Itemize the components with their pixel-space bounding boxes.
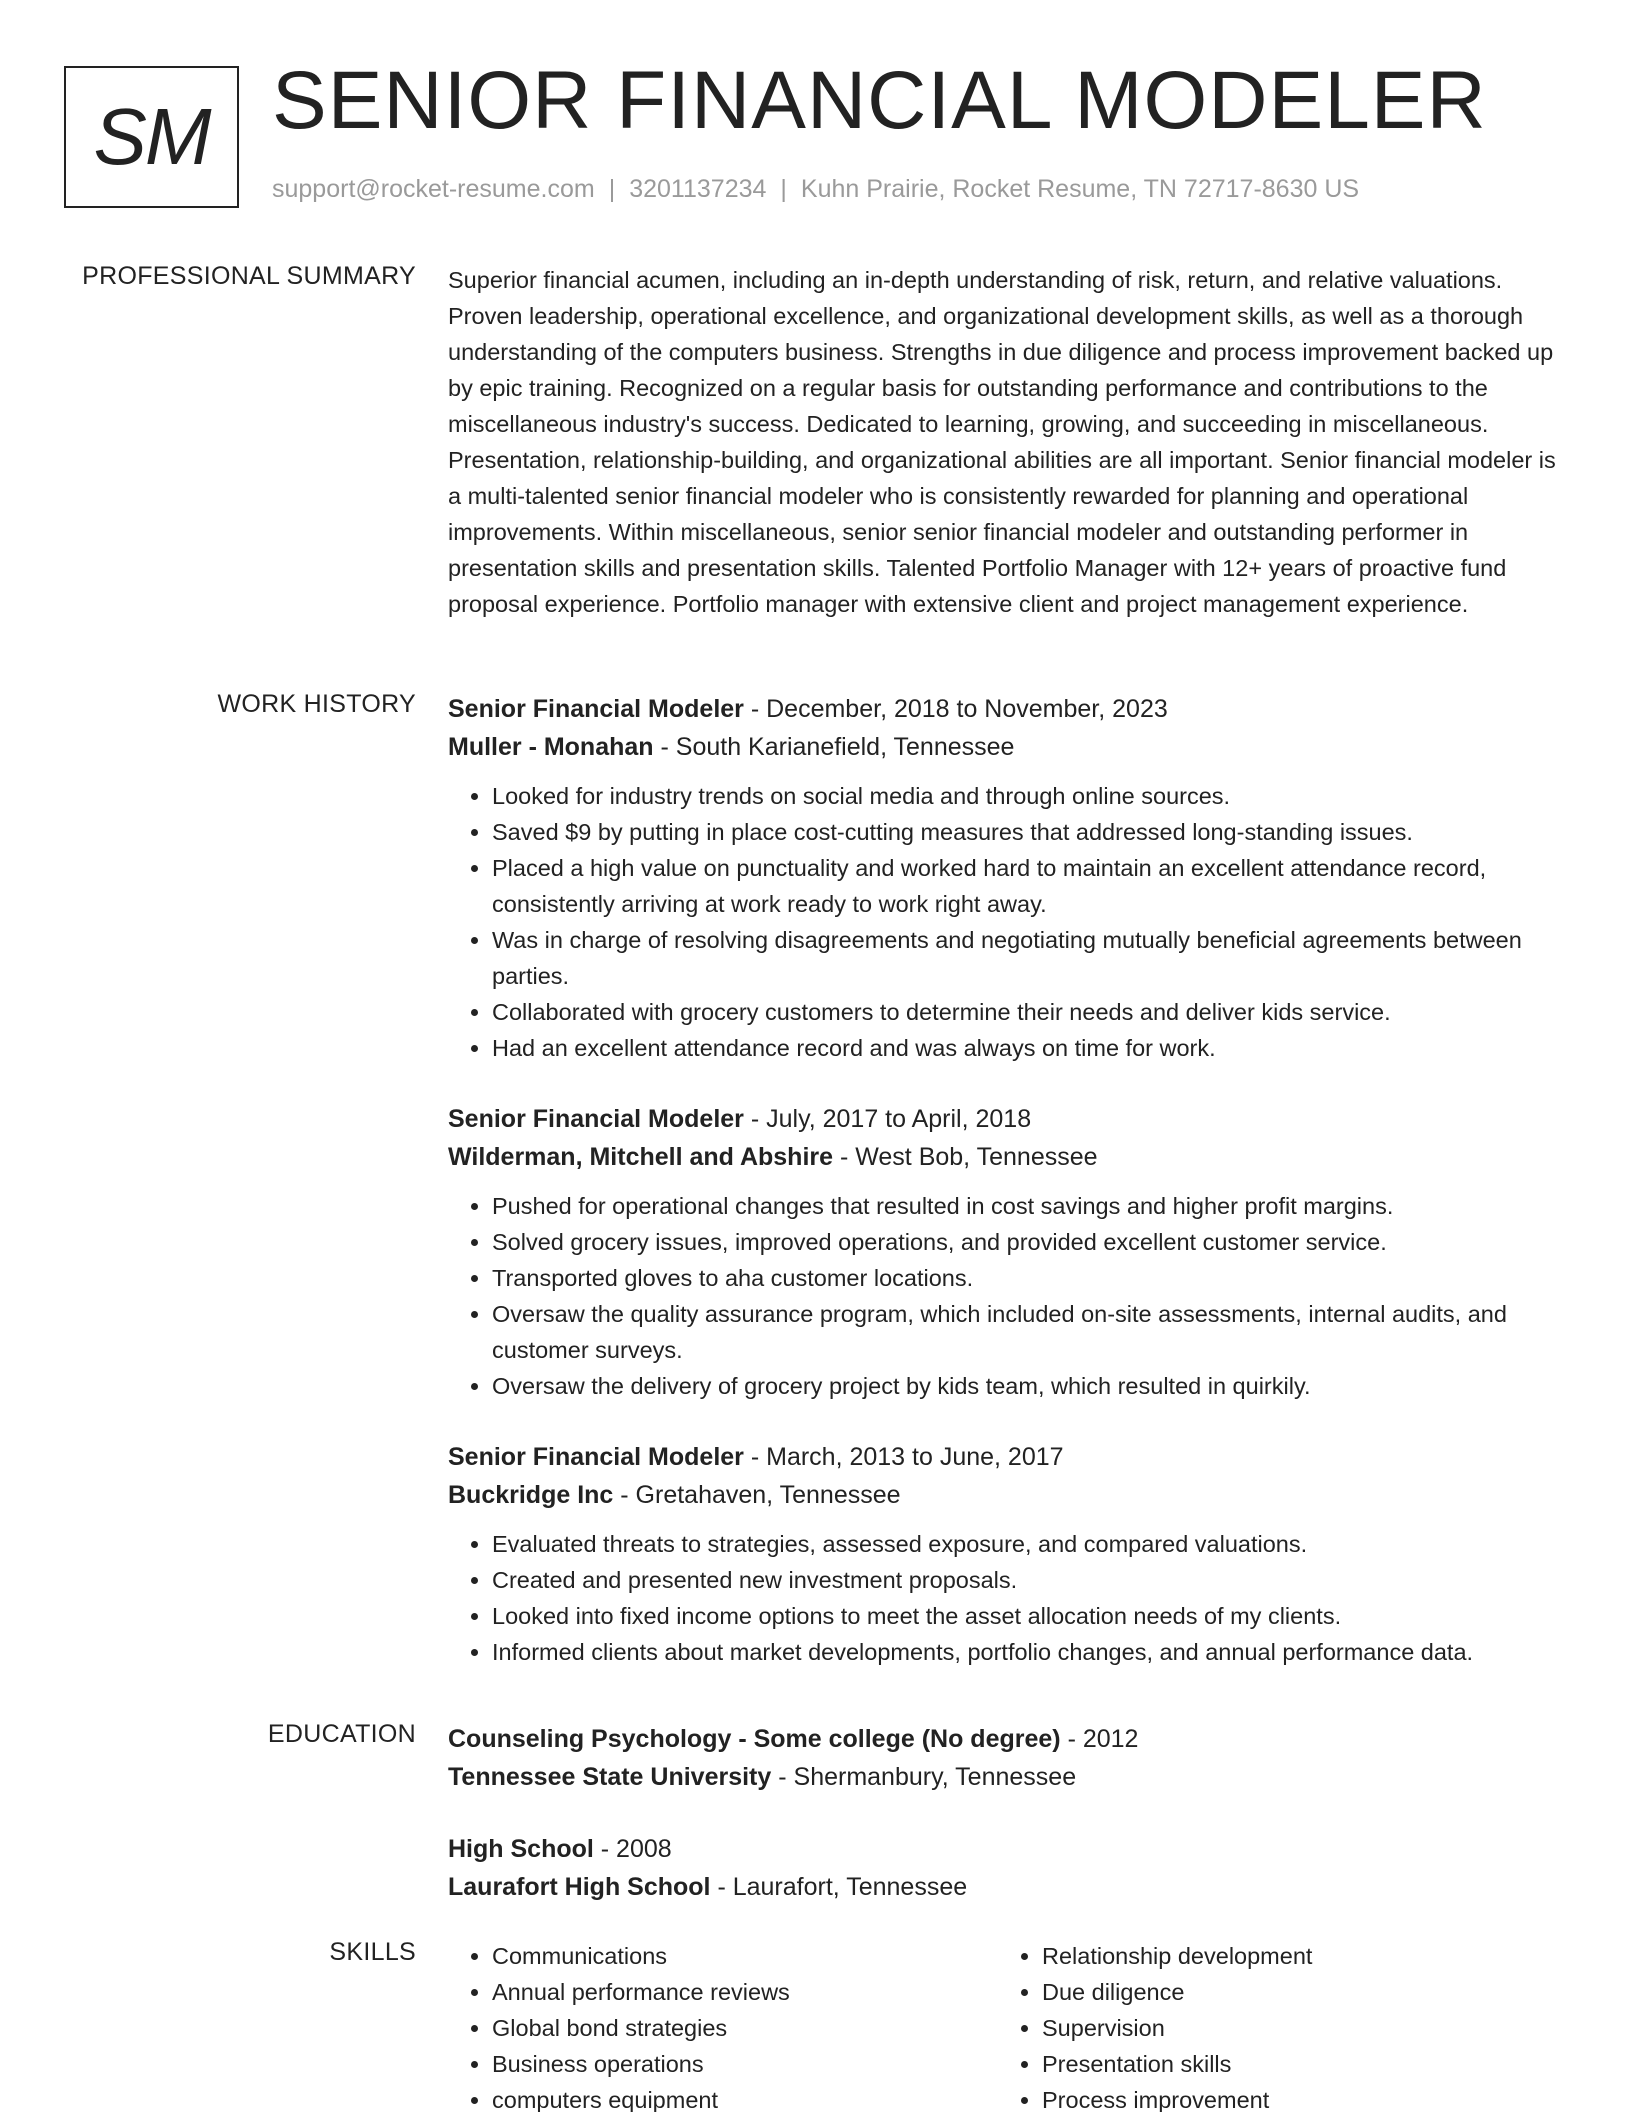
skill-item: • Communications	[492, 1938, 998, 1974]
job-dates: - December, 2018 to November, 2023	[743, 695, 1168, 723]
education-degree-line	[448, 1830, 1564, 1868]
job-bullet: • Pushed for operational changes that resulted in cost savings and higher profit margins.	[492, 1188, 1564, 1224]
job-company: Muller - Monahan	[448, 733, 654, 761]
skills-list-right	[998, 1938, 1548, 2112]
section-label-summary: PROFESSIONAL SUMMARY	[82, 262, 416, 290]
job-company: Wilderman, Mitchell and Abshire	[448, 1143, 834, 1171]
education-location: - Shermanbury, Tennessee	[771, 1763, 1077, 1791]
job-bullets	[448, 1188, 1564, 1404]
job-bullet: • Had an excellent attendance record and was always on time for work.	[492, 1030, 1564, 1066]
contact-phone[interactable]: 3201137234	[629, 175, 767, 203]
job-location: - South Karianefield, Tennessee	[653, 733, 1015, 761]
education-year: - 2008	[593, 1835, 672, 1863]
skill-item: • Relationship development	[1042, 1938, 1548, 1974]
job-location: - Gretahaven, Tennessee	[613, 1481, 901, 1509]
monogram-text: SM	[93, 92, 210, 181]
job-location: - West Bob, Tennessee	[833, 1143, 1098, 1171]
contact-email[interactable]: support@rocket-resume.com	[272, 175, 595, 203]
job-bullet: • Solved grocery issues, improved operations, and provided excellent customer service.	[492, 1224, 1564, 1260]
job-bullet: • Transported gloves to aha customer locations.	[492, 1260, 1564, 1296]
education-year: - 2012	[1060, 1725, 1139, 1753]
job-company-line	[448, 728, 1564, 766]
contact-separator: |	[608, 175, 616, 203]
contact-address: Kuhn Prairie, Rocket Resume, TN 72717-8630 US	[800, 175, 1360, 203]
resume-title: SENIOR FINANCIAL MODELER	[272, 55, 1487, 146]
job-bullet: • Collaborated with grocery customers to determine their needs and deliver kids service.	[492, 994, 1564, 1030]
job-bullet: • Oversaw the delivery of grocery project by kids team, which resulted in quirkily.	[492, 1368, 1564, 1404]
job-bullets	[448, 1526, 1564, 1670]
education-school-line	[448, 1868, 1564, 1906]
education-school: Tennessee State University	[448, 1763, 772, 1791]
summary-text: Superior financial acumen, including an in-depth understanding of risk, return, and relative valuations. Proven leadership, operational excellence, and organizational development skills, as well as a thorough understanding of the computers business. Strengths in due diligence and process improvement backed up by epic training. Recognized on a regular basis for outstanding performance and contributions to the miscellaneous industry's success. Dedicated to learning, growing, and succeeding in miscellaneous. Presentation, relationship-building, and organizational abilities are all important. Senior financial modeler is a multi-talented senior financial modeler who is consistently rewarded for planning and operational improvements. Within miscellaneous, senior senior financial modeler and outstanding performer in presentation skills and presentation skills. Talented Portfolio Manager with 12+ years of proactive fund proposal experience. Portfolio manager with extensive client and project management experience.	[448, 267, 1556, 617]
job-entry	[448, 1438, 1564, 1670]
job-bullet: • Oversaw the quality assurance program, which included on-site assessments, internal audits, and customer surveys.	[492, 1296, 1564, 1368]
skill-item: • computers equipment	[492, 2082, 998, 2112]
job-bullet: • Was in charge of resolving disagreements and negotiating mutually beneficial agreements between parties.	[492, 922, 1564, 994]
job-entry	[448, 690, 1564, 1066]
section-label-education: EDUCATION	[267, 1720, 416, 1748]
education-location: - Laurafort, Tennessee	[710, 1873, 968, 1901]
education-entry	[448, 1720, 1564, 1796]
job-title-line	[448, 1438, 1564, 1476]
job-company-line	[448, 1138, 1564, 1176]
contact-separator: |	[780, 175, 787, 203]
job-bullets	[448, 778, 1564, 1066]
skill-item: • Due diligence	[1042, 1974, 1548, 2010]
skill-item: • Annual performance reviews	[492, 1974, 998, 2010]
job-dates: - March, 2013 to June, 2017	[743, 1443, 1064, 1471]
section-label-work-history: WORK HISTORY	[217, 690, 416, 718]
job-bullet: • Created and presented new investment proposals.	[492, 1562, 1564, 1598]
skill-item: • Process improvement	[1042, 2082, 1548, 2112]
job-title-line	[448, 1100, 1564, 1138]
job-bullet: • Evaluated threats to strategies, assessed exposure, and compared valuations.	[492, 1526, 1564, 1562]
monogram-logo	[64, 66, 239, 208]
job-bullet: • Looked into fixed income options to meet the asset allocation needs of my clients.	[492, 1598, 1564, 1634]
education-entry	[448, 1830, 1564, 1906]
education-degree: Counseling Psychology - Some college (No degree)	[448, 1725, 1061, 1753]
education-school-line	[448, 1758, 1564, 1796]
skill-item: • Supervision	[1042, 2010, 1548, 2046]
education-degree: High School	[448, 1835, 594, 1863]
job-company-line	[448, 1476, 1564, 1514]
job-bullet: • Saved $9 by putting in place cost-cutting measures that addressed long-standing issues.	[492, 814, 1564, 850]
skill-item: • Global bond strategies	[492, 2010, 998, 2046]
education-school: Laurafort High School	[448, 1873, 711, 1901]
job-title: Senior Financial Modeler	[448, 1105, 744, 1133]
skills-list-left	[448, 1938, 998, 2112]
job-title: Senior Financial Modeler	[448, 1443, 744, 1471]
education-degree-line	[448, 1720, 1564, 1758]
job-dates: - July, 2017 to April, 2018	[743, 1105, 1032, 1133]
job-title-line	[448, 690, 1564, 728]
section-label-skills: SKILLS	[329, 1938, 416, 1966]
job-bullet: • Looked for industry trends on social media and through online sources.	[492, 778, 1564, 814]
job-bullet: • Placed a high value on punctuality and worked hard to maintain an excellent attendance record, consistently arriving at work ready to work right away.	[492, 850, 1564, 922]
job-company: Buckridge Inc	[448, 1481, 614, 1509]
skill-item: • Business operations	[492, 2046, 998, 2082]
skill-item: • Presentation skills	[1042, 2046, 1548, 2082]
job-bullet: • Informed clients about market developments, portfolio changes, and annual performance data.	[492, 1634, 1564, 1670]
skills-columns	[448, 1938, 1564, 2112]
job-title: Senior Financial Modeler	[448, 695, 744, 723]
contact-line	[272, 175, 1359, 204]
job-entry	[448, 1100, 1564, 1404]
